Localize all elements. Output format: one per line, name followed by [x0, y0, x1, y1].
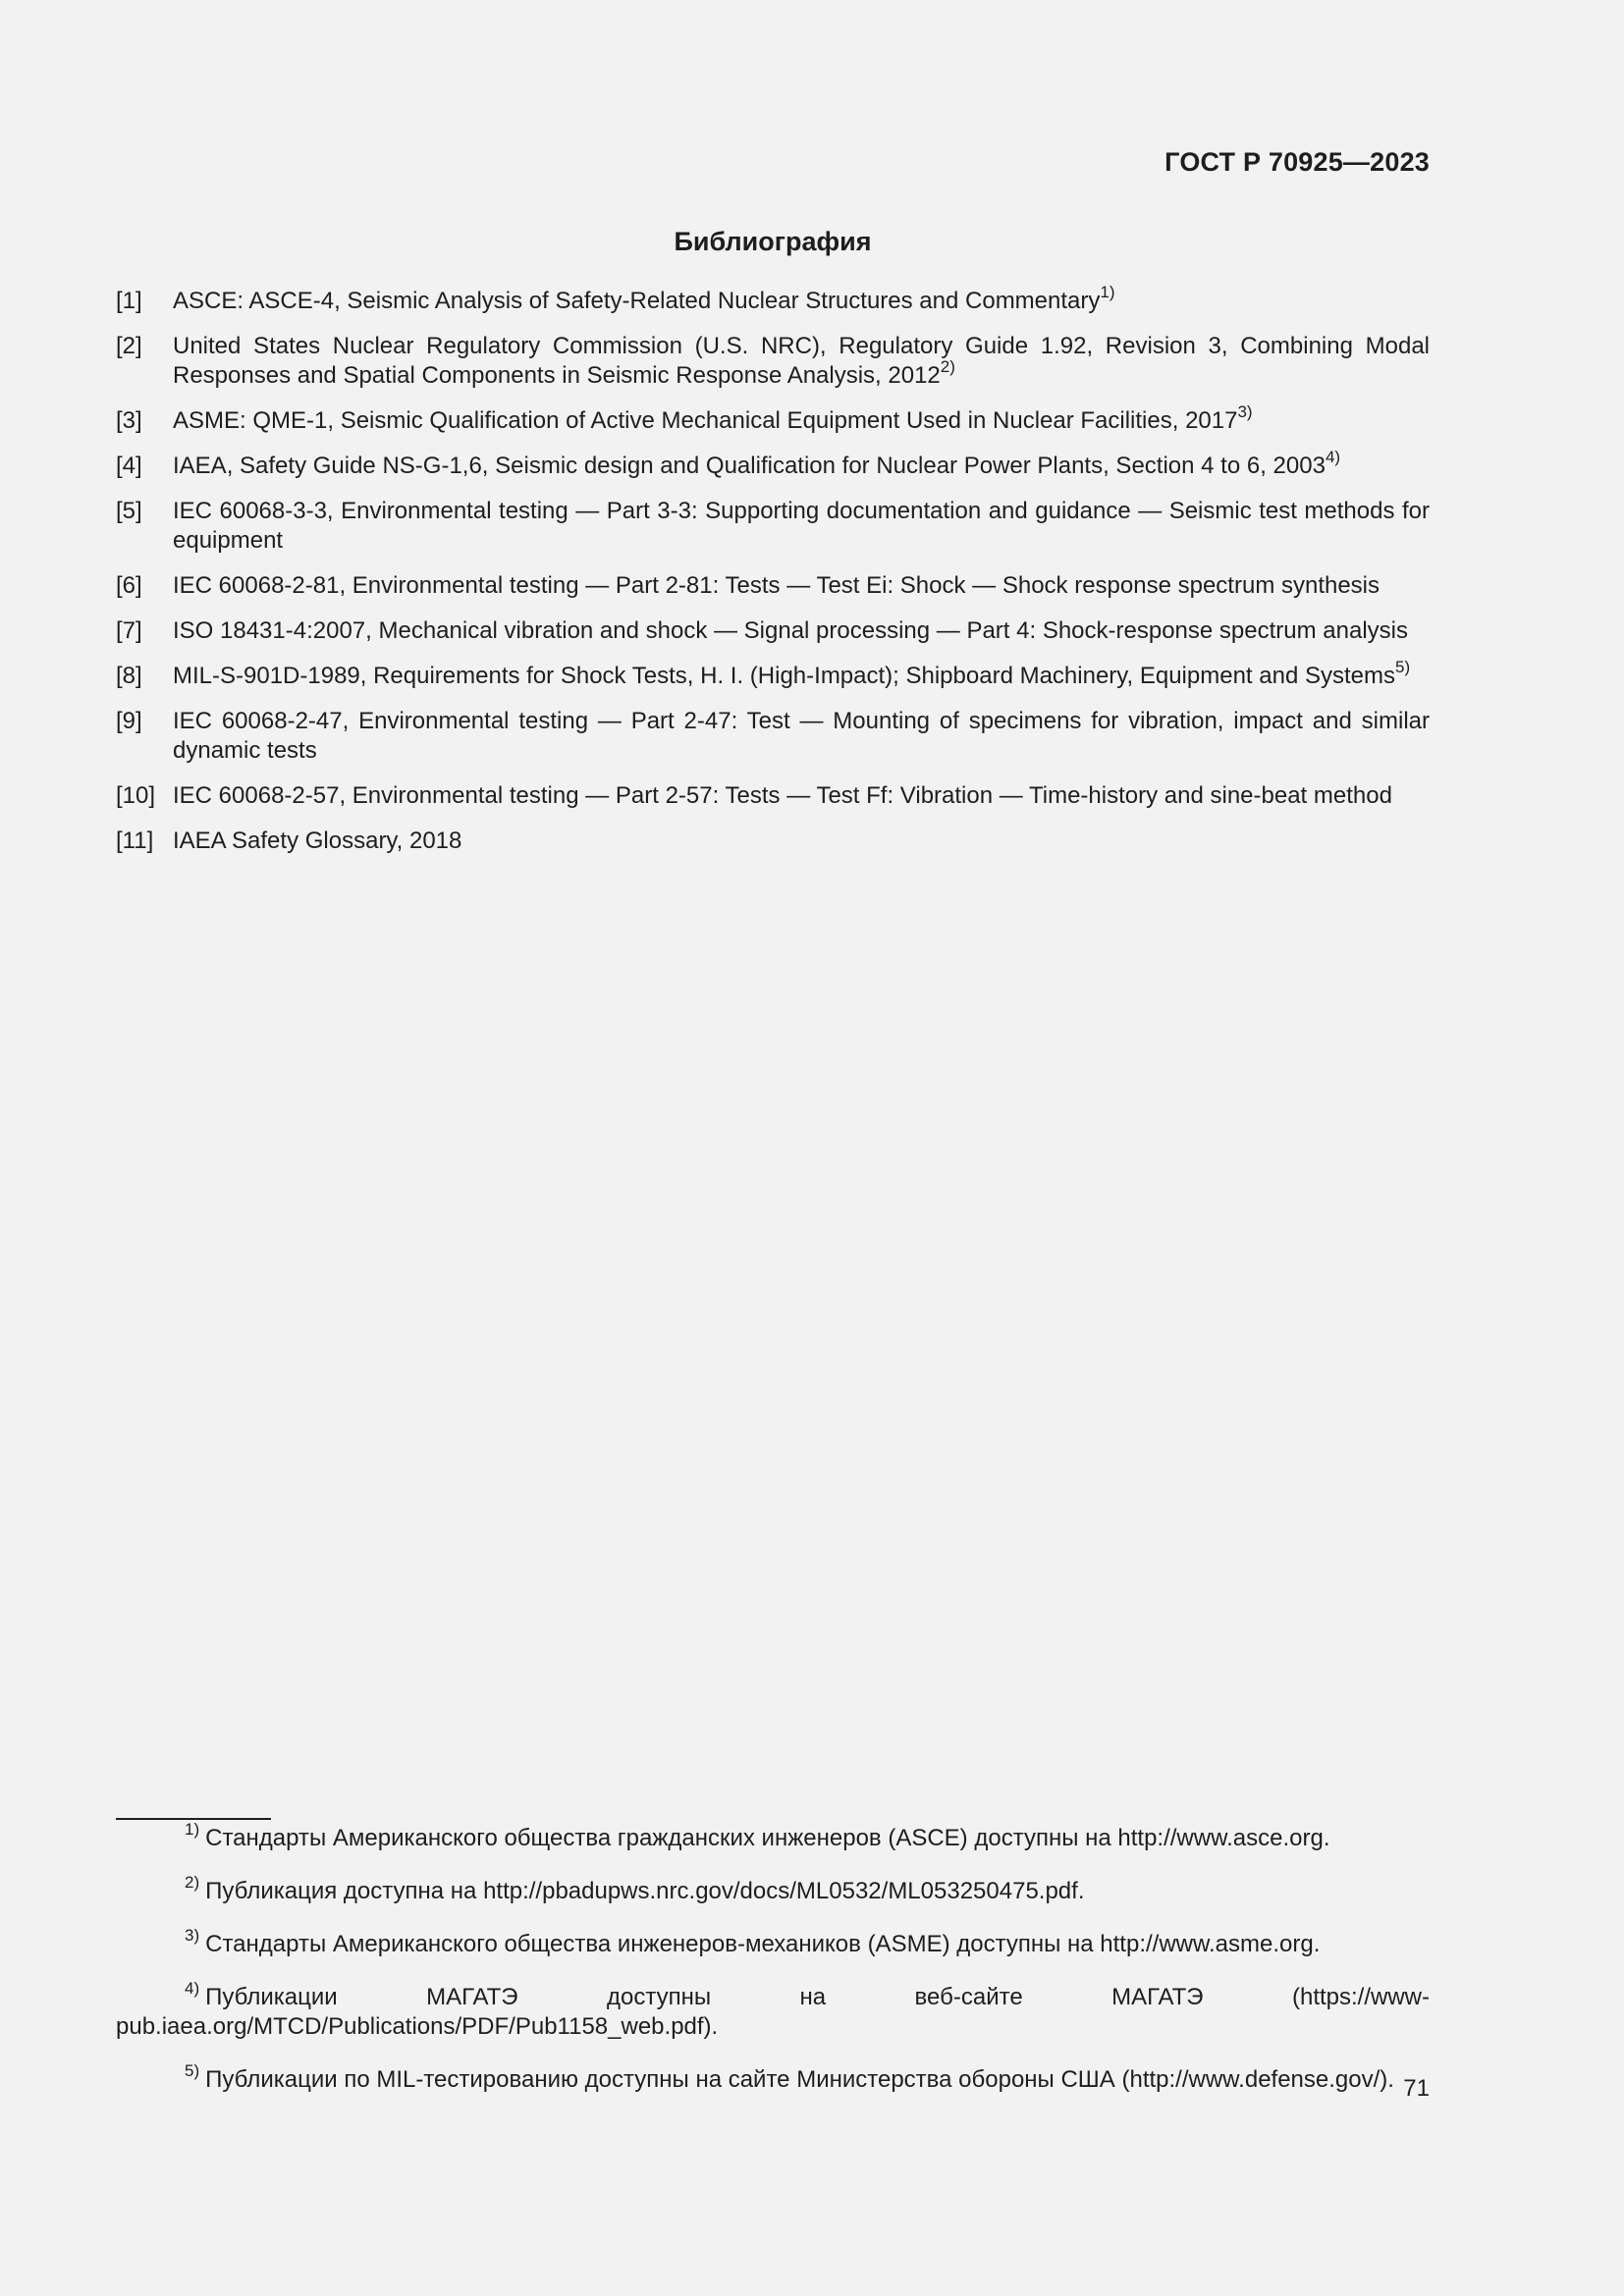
reference-text: ASME: QME-1, Seismic Qualification of Active Mechanical Equipment Used in Nuclear Facilities, 2017$^{3)}$ — [173, 402, 1253, 434]
footnote-mark: 3) — [185, 1926, 200, 1945]
reference-number: [11] — [116, 828, 154, 854]
reference-number: [9] — [116, 708, 142, 734]
bibliography-entry — [116, 402, 1430, 436]
reference-text: MIL-S-901D-1989, Requirements for Shock Tests, H. I. (High-Impact); Shipboard Machinery, Equipment and Systems$^{5)}$ — [173, 658, 1411, 689]
bibliography-entry — [116, 283, 1430, 316]
footnote-marker: 1) — [1100, 283, 1115, 301]
footnote-mark: 4) — [185, 1979, 200, 1998]
footnote — [116, 2061, 1430, 2095]
bibliography-entry — [116, 658, 1430, 691]
bibliography-list — [116, 283, 1430, 872]
footnote-marker: 5) — [1394, 658, 1411, 676]
section-title: Библиография — [674, 227, 872, 256]
reference-number: [3] — [116, 407, 142, 434]
footnote — [116, 1926, 1430, 1959]
reference-text: IAEA Safety Glossary, 2018 — [173, 828, 462, 854]
page-number: 71 — [1403, 2075, 1430, 2102]
footnote-mark: 2) — [185, 1873, 200, 1892]
bibliography-entry — [116, 332, 1430, 391]
reference-text: United States Nuclear Regulatory Commission (U.S. NRC), Regulatory Guide 1.92, Revision 3, Combining Modal Responses and Spatial Components in Seismic Response Analysis, 2012$^{2)}$ — [173, 333, 1430, 389]
reference-number: [4] — [116, 453, 142, 479]
footnotes-block — [116, 1820, 1430, 2103]
reference-number: [8] — [116, 663, 142, 689]
reference-number: [1] — [116, 288, 142, 314]
reference-text: IEC 60068-2-47, Environmental testing — Part 2-47: Test — Mounting of specimens for vibration, impact and similar dynamic tests — [173, 708, 1430, 764]
footnote-text: Публикации МАГАТЭ доступны на веб-сайте МАГАТЭ (https://www-pub.iaea.org/MTCD/Publications/PDF/Pub1158_web.pdf). — [116, 1984, 1430, 2040]
footnote-text: Публикации по MIL-тестированию доступны на сайте Министерства обороны США (http://www.defense.gov/). — [205, 2066, 1394, 2093]
reference-text: IEC 60068-2-57, Environmental testing — Part 2-57: Tests — Test Ff: Vibration — Time-history and sine-beat method — [173, 782, 1392, 809]
bibliography-entry — [116, 571, 1430, 601]
footnote-mark: 1) — [185, 1820, 200, 1839]
footnote-text: Публикация доступна на http://pbadupws.nrc.gov/docs/ML0532/ML053250475.pdf. — [205, 1878, 1085, 1904]
reference-text: ISO 18431-4:2007, Mechanical vibration and shock — Signal processing — Part 4: Shock-response spectrum analysis — [173, 617, 1408, 644]
reference-text: IEC 60068-3-3, Environmental testing — Part 3-3: Supporting documentation and guidance — Seismic test methods for equipment — [173, 498, 1430, 554]
reference-text: ASCE: ASCE-4, Seismic Analysis of Safety-Related Nuclear Structures and Commentary$^{1)}$ — [173, 283, 1115, 314]
footnote-marker: 4) — [1325, 448, 1341, 466]
footnote-marker: 2) — [940, 357, 955, 376]
footnote — [116, 1979, 1430, 2042]
bibliography-entry — [116, 616, 1430, 646]
reference-number: [2] — [116, 333, 142, 359]
footnote — [116, 1873, 1430, 1906]
reference-number: [5] — [116, 498, 142, 524]
reference-number: [7] — [116, 617, 142, 644]
footnote-mark: 5) — [185, 2061, 200, 2080]
footnote — [116, 1820, 1430, 1853]
reference-number: [6] — [116, 572, 142, 599]
reference-text: IEC 60068-2-81, Environmental testing — Part 2-81: Tests — Test Ei: Shock — Shock response spectrum synthesis — [173, 572, 1380, 599]
standard-code-header: ГОСТ Р 70925—2023 — [1164, 147, 1430, 177]
bibliography-entry — [116, 497, 1430, 556]
bibliography-entry — [116, 781, 1430, 811]
bibliography-entry — [116, 448, 1430, 481]
reference-number: [10] — [116, 782, 156, 809]
reference-text: IAEA, Safety Guide NS-G-1,6, Seismic design and Qualification for Nuclear Power Plants, Section 4 to 6, 2003$^{4)}$ — [173, 448, 1341, 479]
footnote-text: Стандарты Американского общества инженеров-механиков (ASME) доступны на http://www.asme.org. — [205, 1931, 1321, 1957]
bibliography-entry — [116, 707, 1430, 766]
footnote-text: Стандарты Американского общества гражданских инженеров (ASCE) доступны на http://www.asce.org. — [205, 1825, 1330, 1851]
bibliography-entry — [116, 827, 1430, 856]
footnote-marker: 3) — [1237, 402, 1253, 421]
